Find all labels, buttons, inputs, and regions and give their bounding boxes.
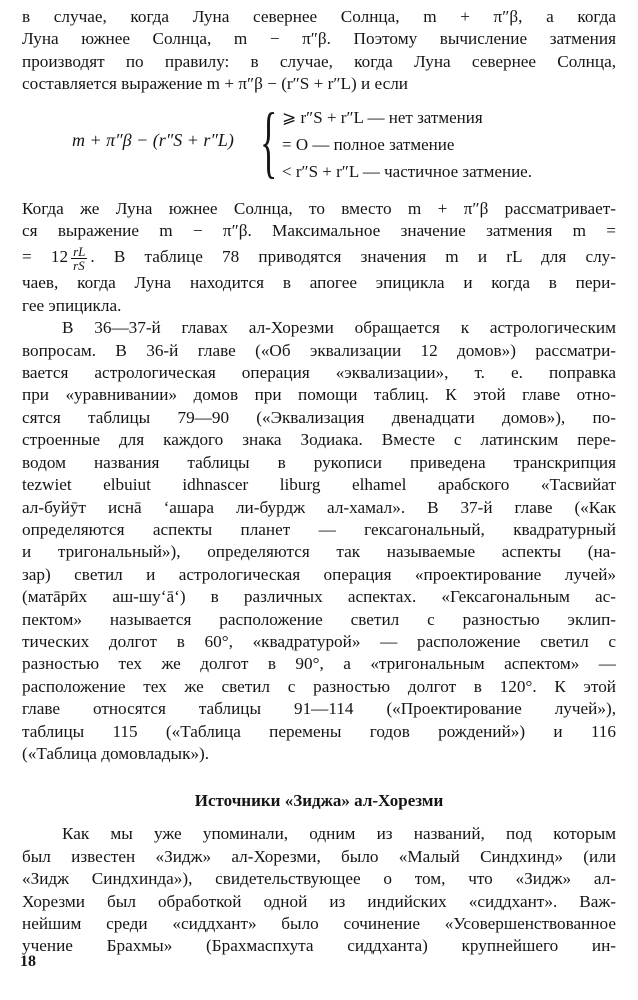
fraction-numerator: rL [73,243,86,259]
left-brace: { [260,97,278,186]
text-line: при «уравнивании» домов при помощи таблиц. К этой главе отно- [22,385,616,405]
text-line: и тригональный»), определяются так называемые аспекты (на- [22,542,616,562]
fraction-prefix: = 12 [22,247,69,267]
paragraph-astrology [22,317,616,765]
formula-case: = O — полное затмение [282,134,455,154]
text-line: tezwiet elbuiut idhnascer liburg elhamel арабского «Тасвийат [22,475,616,495]
text-line: строенные для каждого знака Зодиака. Вместе с латинским пере- [22,430,616,450]
section-heading: Источники «Зиджа» ал-Хорезми [194,791,444,811]
text-line: тических долгот в 60°, «квадратурой» — расположение светил с [22,631,616,651]
text-line: водом названия таблицы в рукописи приведена транскрипция [22,452,616,472]
text-line: сятся таблицы 79—90 («Эквализация двенадцати домов»), по- [22,407,616,427]
text-line: был известен «Зидж» ал-Хорезми, было «Малый Синдхинд» (или [22,846,616,866]
paragraph-sources [22,823,616,957]
paragraph-south [22,198,616,318]
text-line: Хорезми был обработкой одной из индийских «сиддхант». Важ- [22,891,616,911]
formula-case: < r″S + r″L — частичное затмение. [282,161,532,181]
text-line: «Зидж Синдхинда»), свидетельствующее о том, что «Зидж» ал- [22,869,616,889]
text-line: Как мы уже упоминали, одним из названий, под которым [62,824,616,844]
text-line: зар) светил и астрологическая операция «проектирование лучей» [22,564,616,584]
fraction [71,245,87,272]
page-number: 18 [20,953,36,970]
text-line: главе относятся таблицы 91—114 («Проектирование лучей»), [22,699,616,719]
formula-case: ⩾ r″S + r″L — нет затмения [282,107,483,127]
text-line: гее эпицикла. [22,295,122,315]
text-line: В 36—37-й главах ал-Хорезми обращается к астрологическим [62,318,616,338]
text-line: чаев, когда Луна находится в апогее эпицикла и когда в пери- [22,273,616,293]
text-line: разностью тех же долгот в 90°, а «тригональным аспектом» — [22,654,616,674]
eclipse-formula [22,97,616,192]
text-line: Луна южнее Солнца, m − π″β. Поэтому вычисление затмения [22,29,616,49]
fraction-denominator: rS [73,257,85,273]
paragraph-eclipse-rule [22,6,616,96]
text-line: («Таблица домовладык»). [22,743,210,763]
formula-cases [282,104,532,185]
text-line: производят по правилу: в случае, когда Луна севернее Солнца, [22,51,616,71]
text-line: таблицы 115 («Таблица перемены годов рождений») и 116 [22,721,616,741]
text-line: ал-буйӯт иснā ‘ашара ли-бурдж ал-хамал». В 37-й главе («Как [22,497,616,517]
text-line: (матāрӣх аш-шу‘ā‘) в различных аспектах. «Гексагональным ас- [22,587,616,607]
text-line: вается астрологическая операция «эквализации», т. е. поправка [22,363,616,383]
text-line: вопросам. В 36-й главе («Об эквализации 12 домов») рассматри- [22,340,616,360]
text-line: составляется выражение m + π″β − (r″S + r″L) и если [22,74,408,94]
text-line: учение Брахмы» (Брахмаспхута сиддханта) крупнейшего ин- [22,936,616,956]
text-line: в случае, когда Луна севернее Солнца, m + π″β, а когда [22,7,616,26]
text-line: Когда же Луна южнее Солнца, то вместо m + π″β рассматривает- [22,198,616,218]
text-line: расположение тех же светил с разностью долгот в 120°. К этой [22,676,616,696]
fraction-suffix: . В таблице 78 приводятся значения m и rL для слу- [90,247,616,267]
text-line: нейшим среди «сиддхант» было сочинение «Усовершенствованное [22,914,616,933]
fraction-line [22,242,616,272]
text-line: пектом» называется расположение светил с разностью эклип- [22,609,616,629]
page-body [22,6,616,958]
text-line: определяются аспекты планет — гексагональный, квадратурный [22,519,616,539]
text-line: ся выражение m − π″β. Максимальное значение затмения m = [22,221,616,241]
formula-expression: m + π″β − (r″S + r″L) [72,129,234,150]
